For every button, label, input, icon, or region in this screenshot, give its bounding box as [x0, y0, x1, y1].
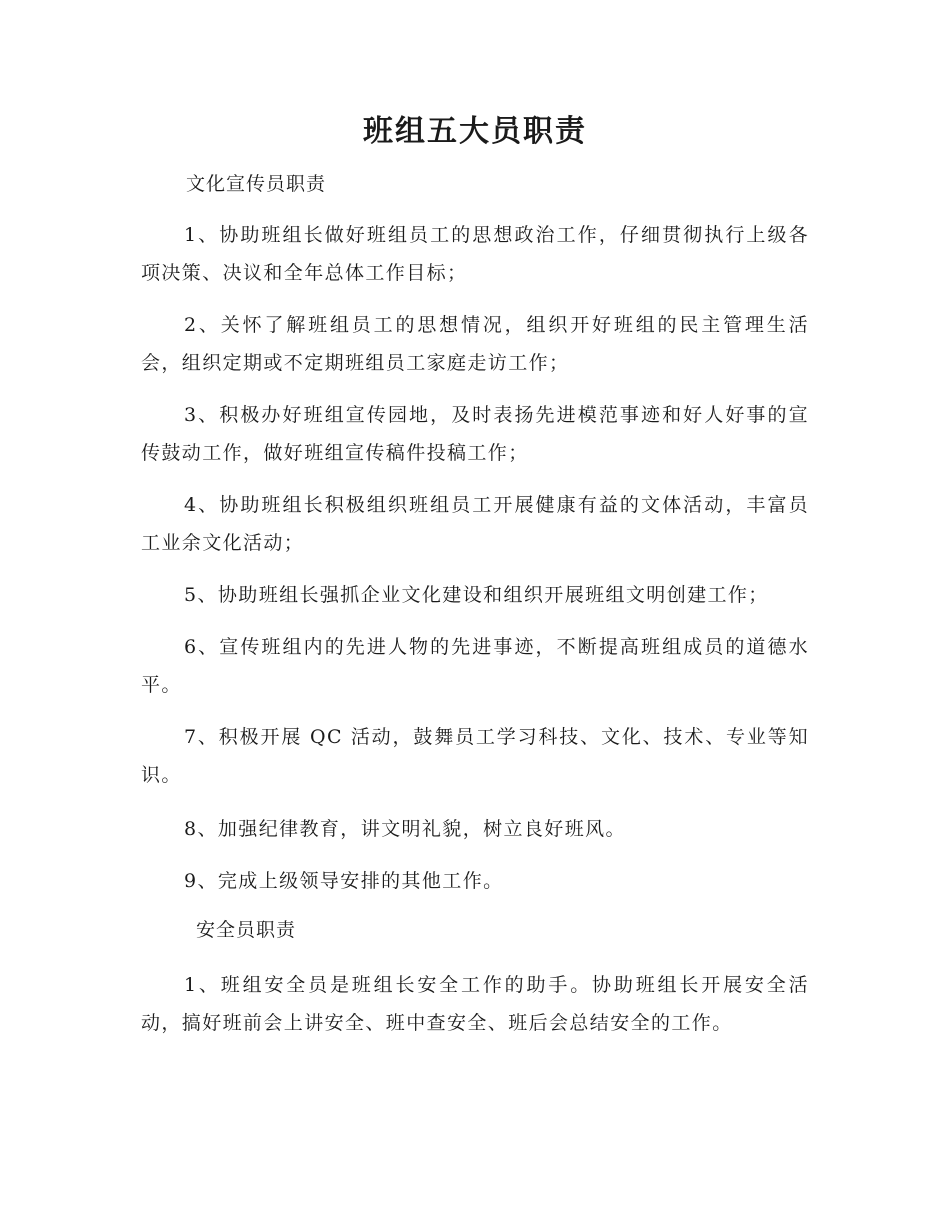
culture-item-6: 6、宣传班组内的先进人物的先进事迹，不断提高班组成员的道德水平。 [141, 636, 809, 696]
culture-item-1: 1、协助班组长做好班组员工的思想政治工作，仔细贯彻执行上级各项决策、决议和全年总体工作目标； [141, 224, 809, 284]
document-title: 班组五大员职责 [363, 114, 587, 149]
culture-item-4: 4、协助班组长积极组织班组员工开展健康有益的文体活动，丰富员工业余文化活动； [141, 494, 809, 554]
culture-item-7: 7、积极开展 QC 活动，鼓舞员工学习科技、文化、技术、专业等知识。 [141, 726, 809, 786]
culture-item-9: 9、完成上级领导安排的其他工作。 [184, 870, 504, 892]
culture-item-3: 3、积极办好班组宣传园地，及时表扬先进模范事迹和好人好事的宣传鼓动工作，做好班组宣传稿件投稿工作； [141, 404, 809, 464]
safety-item-1: 1、班组安全员是班组长安全工作的助手。协助班组长开展安全活动，搞好班前会上讲安全、班中查安全、班后会总结安全的工作。 [141, 974, 809, 1034]
section-heading-safety: 安全员职责 [196, 919, 297, 941]
section-heading-culture: 文化宣传员职责 [186, 173, 327, 195]
culture-item-8: 8、加强纪律教育，讲文明礼貌，树立良好班风。 [184, 818, 626, 840]
culture-item-5: 5、协助班组长强抓企业文化建设和组织开展班组文明创建工作； [184, 584, 769, 606]
culture-item-2: 2、关怀了解班组员工的思想情况，组织开好班组的民主管理生活会，组织定期或不定期班组员工家庭走访工作； [141, 314, 809, 374]
